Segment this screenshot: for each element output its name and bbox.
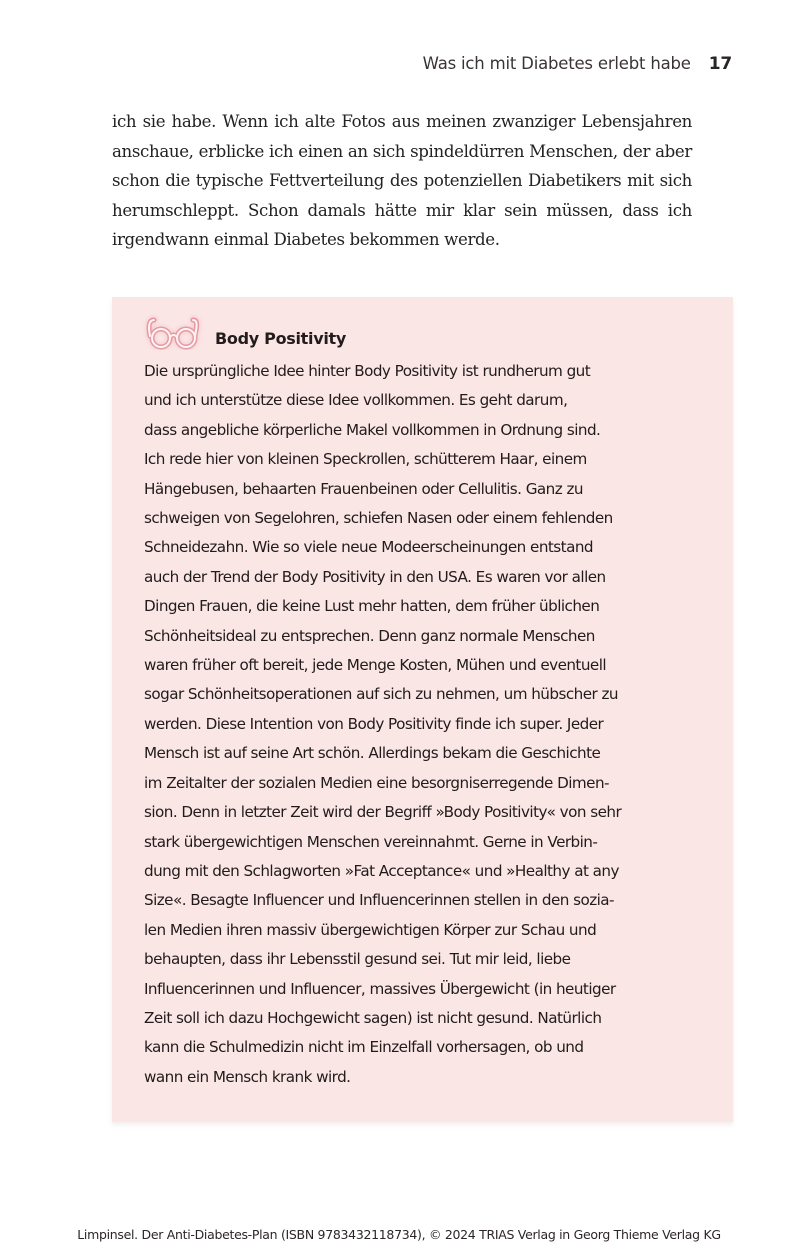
copyright-footer: Limpinsel. Der Anti-Diabetes-Plan (ISBN 9783432118734), © 2024 TRIAS Verlag in Georg Thieme Verlag KG [77, 1227, 721, 1242]
info-box-line: waren früher oft bereit, jede Menge Kosten, Mühen und eventuell [144, 656, 607, 675]
page-number: 17 [708, 54, 732, 74]
info-box-body [144, 357, 704, 1092]
info-box-line: len Medien ihren massiv übergewichtigen Körper zur Schau und [144, 920, 597, 939]
info-box-line: im Zeitalter der sozialen Medien eine besorgniserregende Dimen- [144, 773, 609, 792]
info-box [112, 297, 733, 1122]
info-box-line: auch der Trend der Body Positivity in den USA. Es waren vor allen [144, 567, 606, 586]
info-box-line: sogar Schönheitsoperationen auf sich zu nehmen, um hübscher zu [144, 685, 618, 704]
info-box-line: stark übergewichtigen Menschen vereinnahmt. Gerne in Verbin- [144, 832, 598, 851]
info-box-header [143, 314, 346, 350]
info-box-line: Schönheitsideal zu entsprechen. Denn ganz normale Menschen [144, 626, 595, 645]
info-box-line: Dingen Frauen, die keine Lust mehr hatten, dem früher üblichen [144, 597, 600, 616]
info-box-line: werden. Diese Intention von Body Positivity finde ich super. Jeder [144, 714, 604, 733]
info-box-line: sion. Denn in letzter Zeit wird der Begriff »Body Positivity« von sehr [144, 803, 622, 822]
info-box-line: dung mit den Schlagworten »Fat Acceptance« und »Healthy at any [144, 861, 619, 880]
info-box-title: Body Positivity [215, 328, 346, 348]
info-box-line: Hängebusen, behaarten Frauenbeinen oder Cellulitis. Ganz zu [144, 479, 583, 498]
body-paragraph: ich sie habe. Wenn ich alte Fotos aus meinen zwanziger Lebensjahren anschaue, erblicke ich einen an sich spindeldürren Menschen, der aber schon die typische Fettverteilung des potenziellen Diabetikers mit sich herumschleppt. Schon damals hätte mir klar sein müssen, dass ich irgendwann einmal Diabetes bekommen werde. [112, 112, 692, 250]
info-box-line: Mensch ist auf seine Art schön. Allerdings bekam die Geschichte [144, 744, 601, 763]
info-box-line: Influencerinnen und Influencer, massives Übergewicht (in heutiger [144, 979, 616, 998]
info-box-line: Zeit soll ich dazu Hochgewicht sagen) ist nicht gesund. Natürlich [144, 1008, 602, 1027]
info-box-line: dass angebliche körperliche Makel vollkommen in Ordnung sind. [144, 420, 601, 439]
info-box-line: und ich unterstütze diese Idee vollkommen. Es geht darum, [144, 391, 568, 410]
info-box-line: behaupten, dass ihr Lebensstil gesund sei. Tut mir leid, liebe [144, 950, 571, 969]
info-box-line: Size«. Besagte Influencer und Influencerinnen stellen in den sozia- [144, 891, 614, 910]
info-box-line: Ich rede hier von kleinen Speckrollen, schütterem Haar, einem [144, 450, 587, 469]
running-head [423, 54, 732, 74]
info-box-line: kann die Schulmedizin nicht im Einzelfall vorhersagen, ob und [144, 1038, 584, 1057]
info-box-line: wann ein Mensch krank wird. [144, 1067, 351, 1086]
info-box-line: Die ursprüngliche Idee hinter Body Positivity ist rundherum gut [144, 362, 591, 380]
chapter-title: Was ich mit Diabetes erlebt habe [422, 54, 691, 73]
body-text [112, 107, 692, 255]
glasses-icon [143, 314, 205, 350]
info-box-line: Schneidezahn. Wie so viele neue Modeerscheinungen entstand [144, 538, 593, 557]
info-box-line: schweigen von Segelohren, schiefen Nasen oder einem fehlenden [144, 509, 613, 528]
